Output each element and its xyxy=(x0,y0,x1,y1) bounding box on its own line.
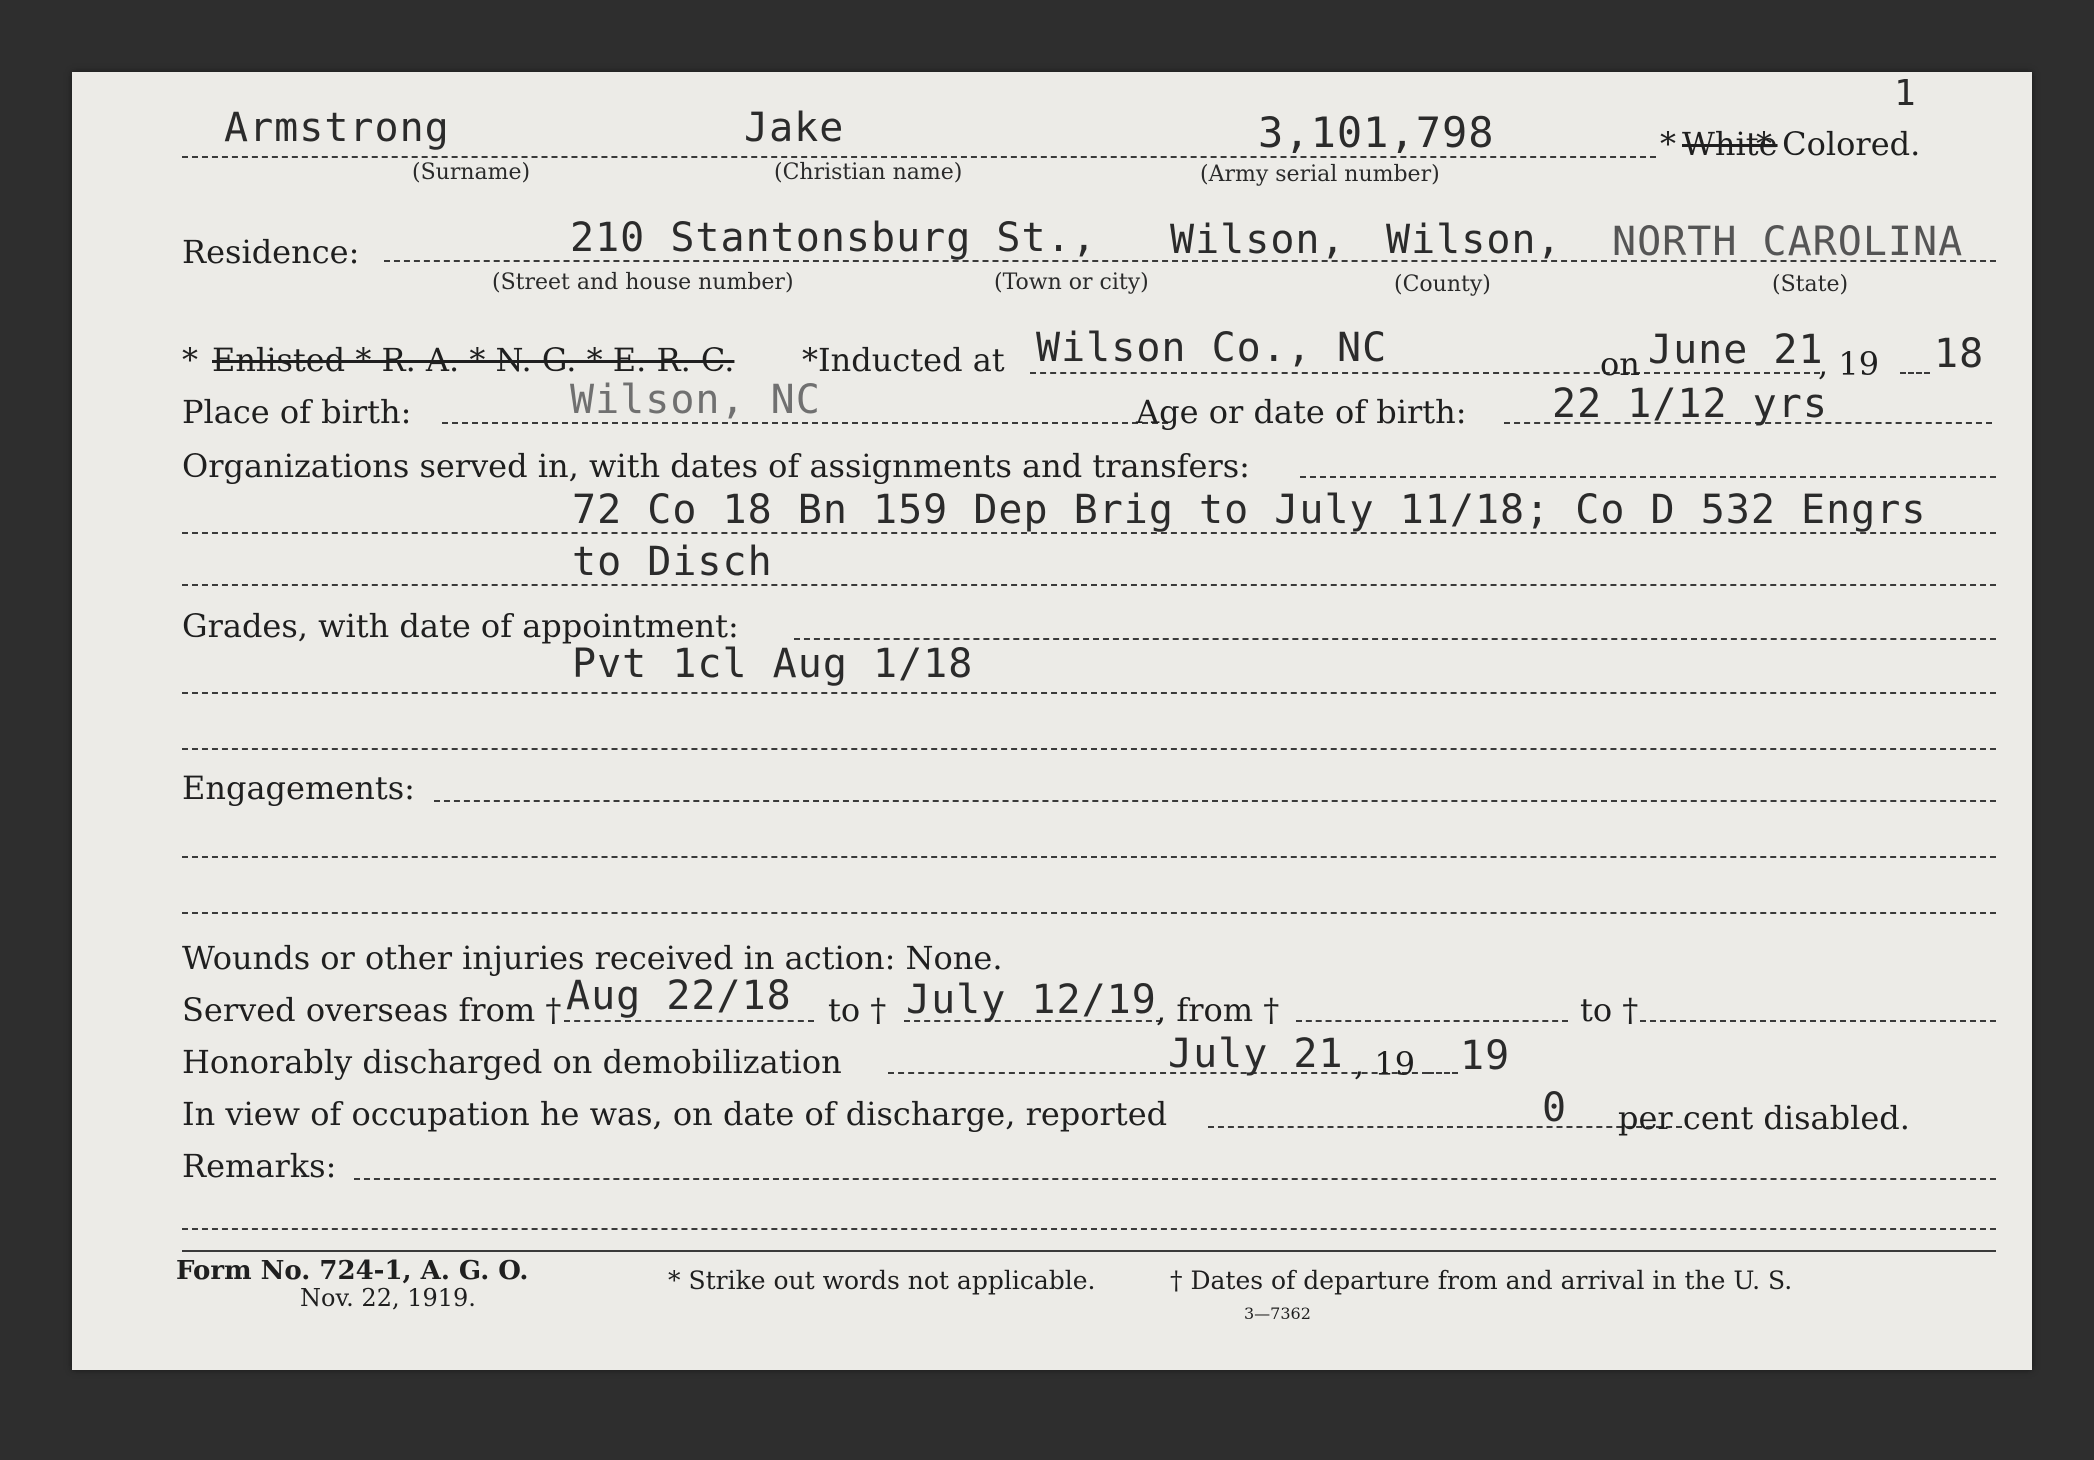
overseas-from-label: Served overseas from † xyxy=(182,991,562,1029)
residence-state: NORTH CAROLINA xyxy=(1612,219,1964,265)
overseas-from-date: Aug 22/18 xyxy=(566,973,792,1019)
overseas-to2-label: to † xyxy=(1580,991,1639,1029)
remarks-label: Remarks: xyxy=(182,1147,337,1185)
place-of-birth-value: Wilson, NC xyxy=(570,377,821,423)
disability-suffix: per cent disabled. xyxy=(1618,1099,1910,1137)
grades-label: Grades, with date of appointment: xyxy=(182,607,739,645)
engagements-line-2 xyxy=(182,856,1996,858)
engagements-line-3 xyxy=(182,912,1996,914)
discharge-date-line xyxy=(888,1072,1428,1074)
race-colored: * Colored. xyxy=(1756,125,1921,163)
footer-strike-note: * Strike out words not applicable. xyxy=(668,1266,1096,1295)
overseas-from2-line xyxy=(1296,1020,1568,1022)
serial-caption: (Army serial number) xyxy=(1200,162,1440,187)
discharge-year-prefix: , 19 xyxy=(1354,1045,1416,1083)
engagements-label: Engagements: xyxy=(182,769,415,807)
induction-year: 18 xyxy=(1934,331,1985,377)
race-white-struck: White xyxy=(1682,125,1778,163)
town-caption: (Town or city) xyxy=(994,270,1149,295)
enlistment-options-struck: Enlisted * R. A. * N. G. * E. R. C. xyxy=(212,341,735,379)
overseas-to-date: July 12/19 xyxy=(906,977,1157,1023)
service-record-card xyxy=(72,72,2032,1370)
inducted-at-label: *Inducted at xyxy=(802,341,1005,379)
residence-label: Residence: xyxy=(182,233,360,271)
organizations-line-3 xyxy=(182,584,1996,586)
place-of-birth-label: Place of birth: xyxy=(182,393,412,431)
inducted-at-line xyxy=(1030,372,1640,374)
grades-line-3 xyxy=(182,748,1996,750)
form-number: Form No. 724-1, A. G. O. xyxy=(176,1256,529,1286)
disability-label: In view of occupation he was, on date of discharge, reported xyxy=(182,1095,1168,1133)
organizations-line-1 xyxy=(1300,476,1996,478)
remarks-line-2 xyxy=(182,1228,1996,1230)
christian-name-value: Jake xyxy=(744,105,845,151)
on-label: on xyxy=(1600,345,1640,383)
footer-rule xyxy=(182,1250,1996,1252)
organizations-label: Organizations served in, with dates of assignments and transfers: xyxy=(182,447,1250,485)
street-caption: (Street and house number) xyxy=(492,270,794,295)
residence-county: Wilson, xyxy=(1386,217,1562,263)
overseas-from2-label: , from † xyxy=(1156,991,1280,1029)
overseas-to2-line xyxy=(1640,1020,1996,1022)
grades-line-2 xyxy=(182,692,1996,694)
remarks-line-1 xyxy=(354,1178,1996,1180)
engagements-line-1 xyxy=(434,800,1996,802)
discharge-year-line xyxy=(1428,1072,1458,1074)
organizations-value-line1: 72 Co 18 Bn 159 Dep Brig to July 11/18; Co D 532 Engrs xyxy=(572,487,1927,533)
wounds-text: Wounds or other injuries received in action: None. xyxy=(182,939,1003,977)
age-label: Age or date of birth: xyxy=(1136,393,1467,431)
form-date: Nov. 22, 1919. xyxy=(300,1284,476,1312)
residence-town: Wilson, xyxy=(1170,217,1346,263)
organizations-value-line2: to Disch xyxy=(572,539,773,585)
disability-line xyxy=(1208,1126,1682,1128)
discharge-label: Honorably discharged on demobilization xyxy=(182,1043,842,1081)
white-star: * xyxy=(1660,125,1676,163)
grades-value: Pvt 1cl Aug 1/18 xyxy=(572,641,974,687)
induction-date: June 21 xyxy=(1648,327,1824,373)
surname-value: Armstrong xyxy=(224,105,450,151)
serial-number-value: 3,101,798 xyxy=(1258,108,1495,157)
overseas-to-label: to † xyxy=(828,991,887,1029)
inducted-at-value: Wilson Co., NC xyxy=(1036,325,1388,371)
state-caption: (State) xyxy=(1772,272,1849,297)
discharge-date: July 21 xyxy=(1168,1031,1344,1077)
christian-name-caption: (Christian name) xyxy=(774,160,963,185)
card-number: 1 xyxy=(1894,73,1917,114)
footer-dates-note: † Dates of departure from and arrival in the U. S. xyxy=(1170,1266,1793,1295)
disability-percent: 0 xyxy=(1542,1085,1568,1131)
induction-year-line xyxy=(1900,372,1930,374)
residence-street: 210 Stantonsburg St., xyxy=(570,215,1097,261)
county-caption: (County) xyxy=(1394,272,1491,297)
overseas-from-line xyxy=(564,1020,814,1022)
discharge-year: 19 xyxy=(1460,1033,1511,1079)
print-code: 3—7362 xyxy=(1244,1304,1311,1323)
surname-caption: (Surname) xyxy=(412,160,531,185)
grades-line-1 xyxy=(794,638,1996,640)
induction-year-prefix: , 19 xyxy=(1818,345,1880,383)
age-value: 22 1/12 yrs xyxy=(1552,381,1828,427)
enlisted-star: * xyxy=(182,341,198,379)
